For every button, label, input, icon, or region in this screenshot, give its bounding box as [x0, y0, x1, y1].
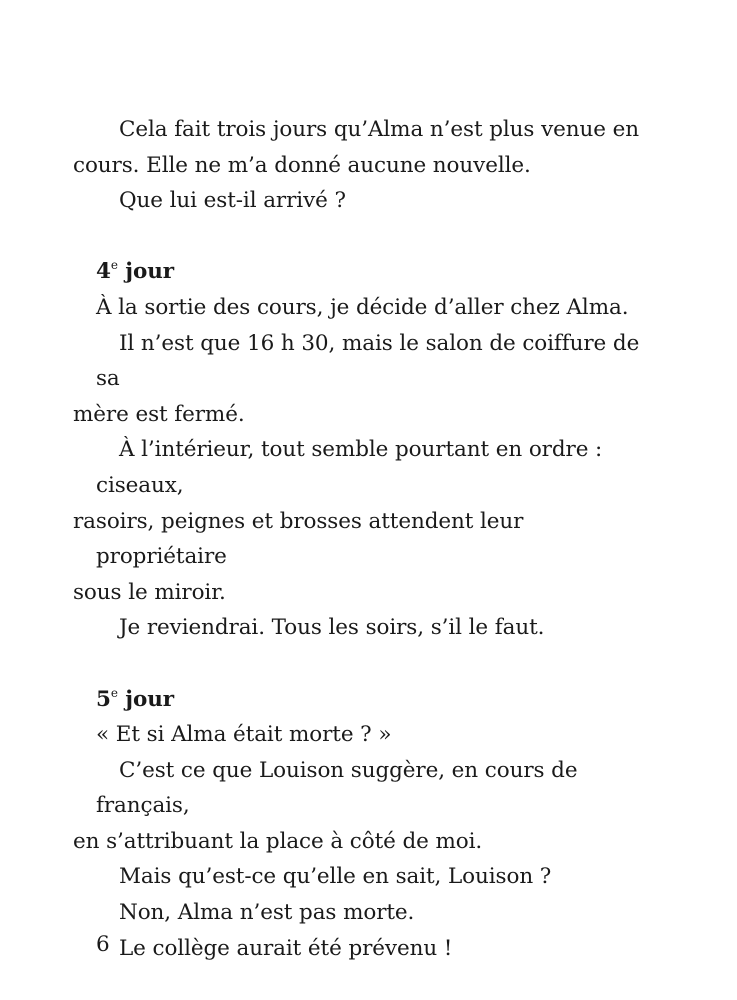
section-gap — [96, 646, 656, 682]
text-line: « Et si Alma était morte ? » — [96, 722, 392, 748]
section-gap — [96, 219, 656, 255]
paragraph-day4-1 — [96, 290, 656, 326]
paragraph-day5-3 — [96, 859, 656, 895]
text-line: À l’intérieur, tout semble pourtant en ordre : ciseaux, — [96, 437, 603, 498]
paragraph-day5-4 — [96, 895, 656, 931]
text-line: en s’attribuant la place à côté de moi. — [73, 828, 483, 854]
text-line: À la sortie des cours, je décide d’aller chez Alma. — [96, 294, 629, 320]
paragraph-day5-2 — [73, 753, 656, 860]
paragraph-day4-4 — [96, 610, 656, 646]
paragraph-intro-2 — [96, 183, 656, 219]
text-line: mère est fermé. — [73, 401, 245, 427]
text-line: Je reviendrai. Tous les soirs, s’il le faut. — [119, 615, 545, 641]
paragraph-intro-1 — [73, 112, 656, 183]
paragraph-day4-2 — [73, 326, 656, 433]
heading-day-4: 4e jour — [96, 258, 174, 285]
text-line: Le collège aurait été prévenu ! — [119, 935, 453, 961]
text-line: Cela fait trois jours qu’Alma n’est plus venue en — [119, 117, 639, 142]
text-line: C’est ce que Louison suggère, en cours de français, — [96, 757, 578, 819]
text-line: Que lui est-il arrivé ? — [119, 188, 346, 214]
text-line: Non, Alma n’est pas morte. — [119, 900, 415, 926]
paragraph-day4-3 — [73, 432, 656, 610]
body-text — [73, 112, 656, 966]
text-line: Il n’est que 16 h 30, mais le salon de coiffure de sa — [96, 330, 640, 392]
paragraph-day5-5 — [96, 931, 656, 967]
text-line: rasoirs, peignes et brosses attendent leur propriétaire — [73, 508, 524, 570]
text-line: sous le miroir. — [73, 579, 226, 605]
text-line: Mais qu’est-ce qu’elle en sait, Louison ? — [119, 864, 552, 890]
text-line: cours. Elle ne m’a donné aucune nouvelle. — [73, 152, 531, 178]
page-number: 6 — [96, 932, 110, 957]
paragraph-day5-1 — [96, 717, 656, 753]
heading-day-5: 5e jour — [96, 685, 174, 712]
